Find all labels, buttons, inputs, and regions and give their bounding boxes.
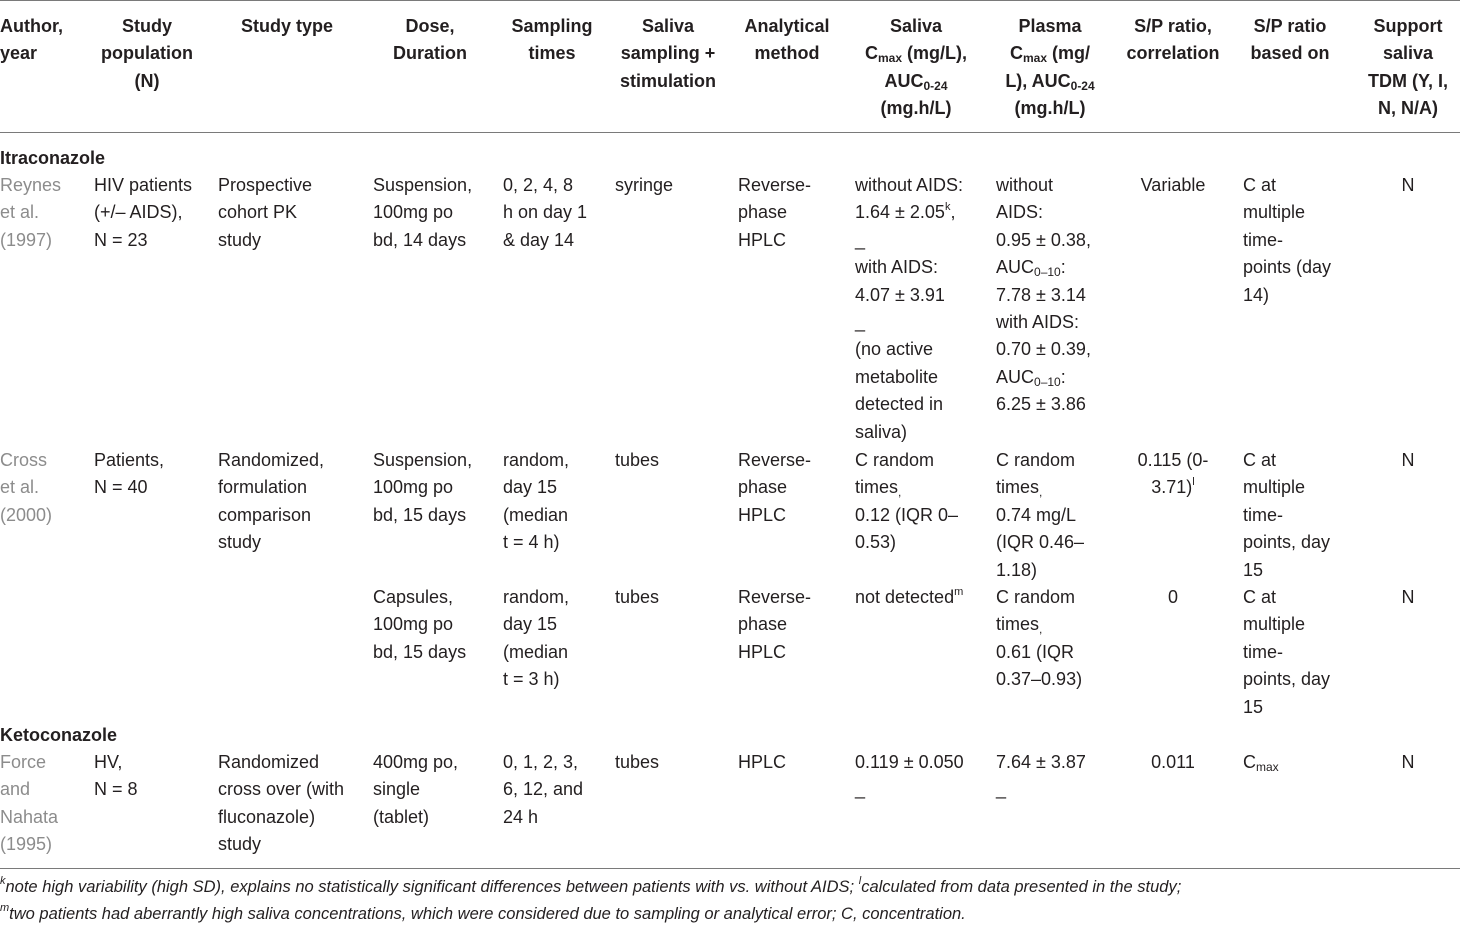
column-header-population: Study population (N) [101,16,193,91]
cell-sp-based: $C_{max}$ [1243,752,1279,774]
cell-type: Prospective cohort PK study [218,175,313,250]
header-rule [0,132,1460,133]
column-header-sp-based: S/P ratio based on [1250,16,1330,64]
cell-dose: Suspension, 100mg po bd, 15 days [373,450,473,525]
cell-saliva-cmax: 0.119 ± 0.050 _ [855,752,964,800]
cell-saliva-cmax: C random times$_,$ 0.12 (IQR 0– 0.53) [855,450,959,553]
cell-sp-based: C at multiple time- points, day 15 [1243,450,1331,580]
column-header-support: Support saliva TDM (Y, I, N, N/A) [1368,16,1448,119]
footnote-line: $^m$two patients had aberrantly high saliva concentrations, which were considered due to sampling or analytical error; C, concentration. [0,902,966,923]
cell-support: N [1401,587,1415,607]
cell-saliva-sampling: tubes [615,752,660,772]
cell-population: HIV patients (+/– AIDS), N = 23 [94,175,193,250]
cell-author: Cross et al. (2000) [0,450,53,525]
cell-sp-ratio: 0.011 [1151,752,1195,772]
cell-sp-based: C at multiple time- points, day 15 [1243,587,1331,717]
cell-saliva-sampling: tubes [615,450,660,470]
column-header-sampling: Sampling times [511,16,593,64]
cell-sampling: 0, 2, 4, 8 h on day 1 & day 14 [503,175,588,250]
cell-support: N [1401,450,1415,470]
cell-support: N [1401,175,1415,195]
cell-sp-based: C at multiple time- points (day 14) [1243,175,1332,305]
cell-dose: Capsules, 100mg po bd, 15 days [373,587,467,662]
footnote-line: $^k$note high variability (high SD), explains no statistically significant differences between patients with vs. without AIDS; $^l$calculated from data presented in the study; [0,875,1182,896]
drug-group-heading: Ketoconazole [0,725,118,745]
column-header-type: Study type [240,16,333,36]
column-header-author: Author, year [0,16,63,64]
cell-population: HV, N = 8 [94,752,138,800]
cell-author: Force and Nahata (1995) [0,752,59,855]
cell-saliva-cmax: not detected$^m$ [855,586,964,607]
cell-plasma-cmax: without AIDS: 0.95 ± 0.38, $AUC_{0-10}$: 7.78 ± 3.14 with AIDS: 0.70 ± 0.39, $AUC_{0-10}$: 6.25 ± 3.86 [996,175,1091,415]
cell-method: Reverse- phase HPLC [738,587,812,662]
cell-type: Randomized cross over (with fluconazole) study [218,752,345,855]
cell-plasma-cmax: 7.64 ± 3.87 _ [996,752,1086,800]
cell-method: HPLC [738,752,787,772]
cell-sp-ratio: 0 [1167,587,1178,607]
cell-dose: 400mg po, single (tablet) [373,752,459,827]
cell-sp-ratio: Variable [1140,175,1206,195]
cell-sampling: random, day 15 (median t = 4 h) [503,450,570,553]
cell-sp-ratio: 0.115 (0- 3.71)$^l$ [1137,450,1209,498]
table-bottom-rule [0,868,1460,869]
cell-saliva-sampling: syringe [615,175,674,195]
cell-support: N [1401,752,1415,772]
cell-plasma-cmax: C random times$_,$ 0.61 (IQR 0.37–0.93) [996,587,1083,690]
table-top-rule [0,0,1460,1]
column-header-method: Analytical method [744,16,830,64]
drug-group-heading: Itraconazole [0,148,106,168]
cell-type: Randomized, formulation comparison study [218,450,325,553]
cell-method: Reverse- phase HPLC [738,450,812,525]
cell-plasma-cmax: C random times$_,$ 0.74 mg/L (IQR 0.46– 1.18) [996,450,1085,580]
cell-sampling: 0, 1, 2, 3, 6, 12, and 24 h [503,752,584,827]
column-header-dose: Dose, Duration [393,16,467,64]
cell-method: Reverse- phase HPLC [738,175,812,250]
column-header-saliva-cmax: Saliva $C_{max}$ (mg/L), $AUC_{0-24}$ (mg.h/L) [864,16,968,119]
cell-author: Reynes et al. (1997) [0,175,62,250]
cell-saliva-sampling: tubes [615,587,660,607]
column-header-sp-ratio: S/P ratio, correlation [1126,16,1220,64]
cell-sampling: random, day 15 (median t = 3 h) [503,587,570,690]
column-header-saliva-sampling: Saliva sampling + stimulation [619,16,716,91]
cell-population: Patients, N = 40 [94,450,165,498]
column-header-plasma-cmax: Plasma $C_{max}$ (mg/ L), $AUC_{0-24}$ (mg.h/L) [1005,16,1095,119]
cell-dose: Suspension, 100mg po bd, 14 days [373,175,473,250]
cell-saliva-cmax: without AIDS: $1.64 \pm 2.05^k$, _ with AIDS: 4.07 ± 3.91 _ (no active metabolite detected in saliva) [855,175,964,442]
